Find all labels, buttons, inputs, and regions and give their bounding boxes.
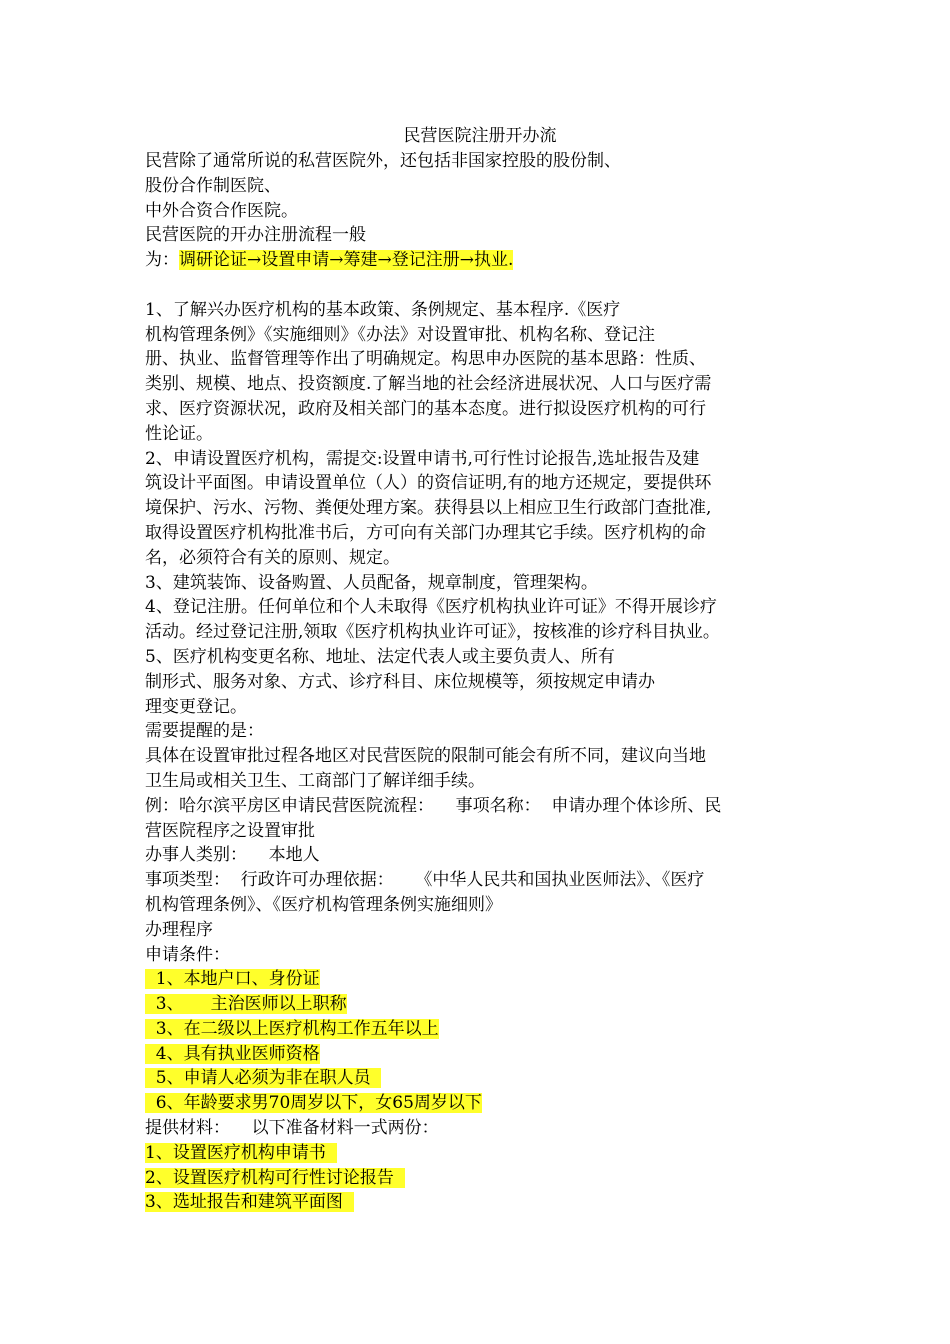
step-line: 3、建筑装饰、设备购置、人员配备，规章制度，管理架构。 bbox=[145, 572, 598, 593]
reminder-line: 具体在设置审批过程各地区对民营医院的限制可能会有所不同，建议向当地 bbox=[145, 746, 706, 767]
document-title: 民营医院注册开办流 bbox=[403, 126, 557, 146]
intro-line-1: 民营除了通常所说的私营医院外，还包括非国家控股的股份制、 bbox=[145, 151, 621, 171]
example-line: 事项类型： 行政许可办理依据： 《中华人民共和国执业医师法》、《医疗 bbox=[145, 870, 705, 891]
material-highlight: 3、选址报告和建筑平面图 bbox=[145, 1192, 354, 1213]
material-item bbox=[145, 1141, 825, 1166]
condition-highlight: 3、 主治医师以上职称 bbox=[145, 994, 347, 1015]
step-line: 机构管理条例》《实施细则》《办法》对设置审批、机构名称、登记注 bbox=[145, 324, 655, 345]
flow-highlight: 调研论证→设置申请→筹建→登记注册→执业. bbox=[179, 250, 514, 271]
example-line: 机构管理条例》、《医疗机构管理条例实施细则》 bbox=[145, 894, 502, 915]
blank-line bbox=[145, 273, 825, 298]
condition-highlight: 3、在二级以上医疗机构工作五年以上 bbox=[145, 1018, 439, 1039]
intro-line-3: 中外合资合作医院。 bbox=[145, 200, 298, 221]
step-line: 5、医疗机构变更名称、地址、法定代表人或主要负责人、所有 bbox=[145, 646, 615, 667]
condition-highlight: 1、本地户口、身份证 bbox=[145, 969, 320, 990]
condition-item bbox=[145, 1091, 825, 1116]
procedure-heading: 办理程序 bbox=[145, 919, 213, 940]
step-line: 2、申请设置医疗机构，需提交:设置申请书,可行性讨论报告,选址报告及建 bbox=[145, 448, 700, 469]
material-item bbox=[145, 1190, 825, 1215]
step-line: 取得设置医疗机构批准书后，方可向有关部门办理其它手续。医疗机构的命 bbox=[145, 522, 706, 543]
condition-item bbox=[145, 1042, 825, 1067]
condition-item bbox=[145, 1066, 825, 1091]
step-line: 境保护、污水、污物、粪便处理方案。获得县以上相应卫生行政部门查批准, bbox=[145, 498, 712, 519]
step-line: 册、执业、监督管理等作出了明确规定。构思申办医院的基本思路：性质、 bbox=[145, 349, 706, 370]
intro-line-4: 民营医院的开办注册流程一般 bbox=[145, 225, 366, 246]
step-line: 4、登记注册。任何单位和个人未取得《医疗机构执业许可证》不得开展诊疗 bbox=[145, 597, 717, 618]
condition-highlight: 5、申请人必须为非在职人员 bbox=[145, 1068, 382, 1089]
material-highlight: 1、设置医疗机构申请书 bbox=[145, 1142, 337, 1163]
condition-item bbox=[145, 1017, 825, 1042]
step-line: 制形式、服务对象、方式、诊疗科目、床位规模等，须按规定申请办 bbox=[145, 671, 655, 692]
reminder-heading: 需要提醒的是： bbox=[145, 721, 264, 742]
step-line: 性论证。 bbox=[145, 423, 213, 444]
example-line: 营医院程序之设置审批 bbox=[145, 820, 315, 841]
step-line: 求、医疗资源状况，政府及相关部门的基本态度。进行拟设医疗机构的可行 bbox=[145, 398, 706, 419]
example-line: 办事人类别： 本地人 bbox=[145, 845, 320, 866]
intro-line-2: 股份合作制医院、 bbox=[145, 175, 281, 196]
step-line: 理变更登记。 bbox=[145, 696, 247, 717]
condition-item bbox=[145, 967, 825, 992]
material-item bbox=[145, 1166, 825, 1191]
flow-prefix: 为： bbox=[145, 250, 179, 271]
step-line: 1、了解兴办医疗机构的基本政策、条例规定、基本程序.《医疗 bbox=[145, 299, 621, 320]
condition-highlight: 4、具有执业医师资格 bbox=[145, 1043, 320, 1064]
step-line: 类别、规模、地点、投资额度.了解当地的社会经济进展状况、人口与医疗需 bbox=[145, 374, 712, 395]
materials-heading: 提供材料： 以下准备材料一式两份： bbox=[145, 1118, 439, 1139]
condition-item bbox=[145, 992, 825, 1017]
condition-highlight: 6、年龄要求男70周岁以下，女65周岁以下 bbox=[145, 1093, 482, 1114]
reminder-line: 卫生局或相关卫生、工商部门了解详细手续。 bbox=[145, 770, 485, 791]
document-page bbox=[145, 124, 825, 1215]
step-line: 名，必须符合有关的原则、规定。 bbox=[145, 547, 400, 568]
step-line: 活动。经过登记注册,领取《医疗机构执业许可证》，按核准的诊疗科目执业。 bbox=[145, 622, 720, 643]
material-highlight: 2、设置医疗机构可行性讨论报告 bbox=[145, 1167, 405, 1188]
conditions-heading: 申请条件： bbox=[145, 944, 230, 965]
flow-line bbox=[145, 248, 825, 273]
example-line: 例：哈尔滨平房区申请民营医院流程： 事项名称： 申请办理个体诊所、民 bbox=[145, 795, 722, 816]
step-line: 筑设计平面图。申请设置单位（人）的资信证明,有的地方还规定，要提供环 bbox=[145, 473, 712, 494]
